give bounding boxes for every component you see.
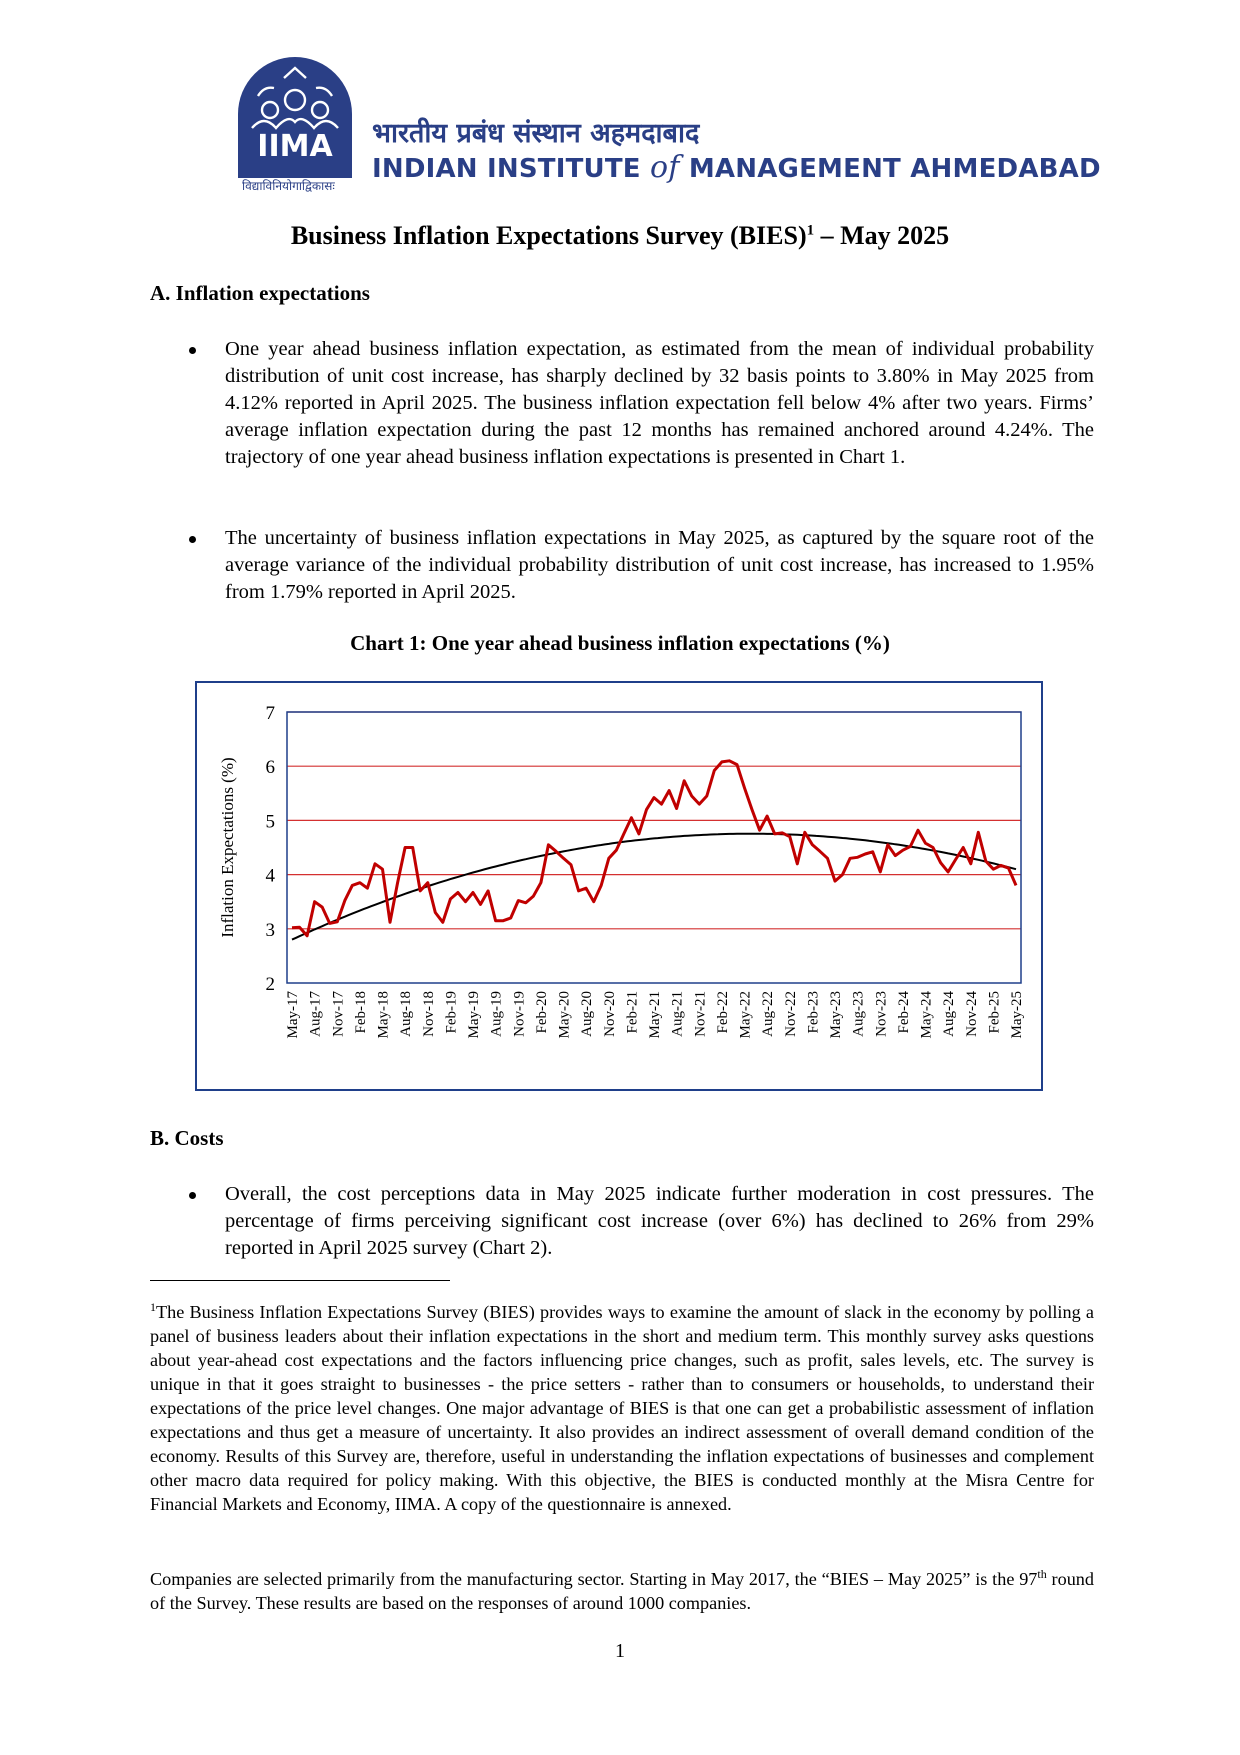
section-a-bullet-1: One year ahead business inflation expectation, as estimated from the mean of individual probability distribution of unit cost increase, has sharply declined by 32 basis points to 3.80% in May 2025 from 4.12% reported in April 2025. The business inflation expectation fell below 4% after two years. Firms’ average inflation expectation during the past 12 months has remained anchored around 4.24%. The trajectory of one year ahead business inflation expectations is presented in Chart 1. [225, 338, 1094, 468]
y-tick-label: 3 [265, 919, 275, 941]
x-tick-label: May-23 [828, 991, 844, 1039]
x-tick-label: May-25 [1009, 991, 1025, 1039]
x-tick-label: Feb-19 [443, 991, 460, 1034]
footnote-2-text-a: Companies are selected primarily from the manufacturing sector. Starting in May 2017, the “BIES – May 2025” is the 97 [150, 1569, 1038, 1590]
x-tick-label: Feb-20 [533, 991, 550, 1034]
institute-name-of: of [650, 150, 680, 185]
footnote-2-text-b: round of the Survey. These results are based on the responses of around 1000 companies. [150, 1569, 1094, 1614]
institute-name-part1: INDIAN INSTITUTE [372, 154, 641, 184]
institute-name-part2: MANAGEMENT AHMEDABAD [688, 154, 1101, 184]
title-text: Business Inflation Expectations Survey (BIES) [290, 221, 807, 250]
x-tick-label: Feb-23 [805, 991, 822, 1034]
footnote-mark: 1 [150, 1300, 156, 1314]
section-a-bullet-2: The uncertainty of business inflation expectations in May 2025, as captured by the square root of the average variance of the individual probability distribution of unit cost increase, has increased to 1.95% from 1.79% reported in April 2025. [225, 527, 1094, 603]
x-tick-label: Nov-19 [511, 991, 528, 1037]
section-a-heading: A. Inflation expectations [150, 281, 370, 305]
section-b-heading: B. Costs [150, 1126, 224, 1150]
x-tick-label: Aug-19 [488, 991, 505, 1037]
y-tick-label: 7 [265, 703, 275, 724]
footnote-rule [150, 1280, 450, 1281]
institute-motto: विद्याविनियोगाद्विकासः [242, 179, 335, 193]
iima-logo-emblem [234, 56, 356, 178]
x-tick-label: Nov-24 [963, 991, 980, 1037]
chart-caption: Chart 1: One year ahead business inflation expectations (%) [350, 631, 890, 655]
footnote-1-text: The Business Inflation Expectations Survey (BIES) provides ways to examine the amount of slack in the economy by polling a panel of business leaders about their inflation expectations in the short and medium term. This monthly survey asks questions about year-ahead cost expectations and the factors influencing price changes, such as profit, sales levels, etc. The survey is unique in that it goes straight to businesses - the price setters - rather than to consumers or households, to understand their expectations of the price level changes. One major advantage of BIES is that one can get a probabilistic assessment of inflation expectations and thus get a measure of uncertainty. It also provides an indirect assessment of overall demand condition of the economy. Results of this Survey are, therefore, useful in understanding the inflation expectations of businesses and complement other macro data required for policy making. With this objective, the BIES is conducted monthly at the Misra Centre for Financial Markets and Economy, IIMA. A copy of the questionnaire is annexed. [150, 1302, 1094, 1515]
x-tick-label: Feb-22 [714, 991, 731, 1034]
x-tick-label: Nov-22 [782, 991, 799, 1037]
x-tick-label: Nov-20 [601, 991, 618, 1037]
x-tick-label: Aug-18 [398, 991, 415, 1037]
section-b-bullet-1: Overall, the cost perceptions data in May 2025 indicate further moderation in cost pressures. The percentage of firms perceiving significant cost increase (over 6%) has declined to 26% from 29% reported in April 2025 survey (Chart 2). [225, 1183, 1094, 1259]
footnote-2-sup: th [1037, 1567, 1047, 1581]
x-tick-label: May-18 [375, 991, 392, 1039]
title-suffix: – May 2025 [814, 221, 950, 250]
x-tick-label: Aug-21 [669, 991, 686, 1037]
y-axis-label: Inflation Expectations (%) [218, 757, 237, 938]
x-tick-label: Feb-21 [624, 991, 641, 1034]
x-tick-label: May-19 [466, 991, 482, 1039]
page-title [0, 221, 1240, 251]
x-tick-label: Feb-25 [986, 991, 1003, 1034]
x-tick-label: Nov-21 [692, 991, 709, 1037]
inflation-series-line [292, 761, 1016, 936]
footnote-1 [150, 1295, 1094, 1516]
x-tick-label: May-22 [737, 991, 754, 1039]
page-number: 1 [615, 1640, 625, 1662]
institute-name-english [372, 150, 1101, 185]
x-tick-label: May-17 [285, 991, 301, 1039]
x-tick-label: Feb-24 [895, 991, 912, 1034]
bullet-dot [189, 1192, 196, 1199]
x-tick-label: May-24 [918, 991, 935, 1039]
chart-frame [195, 681, 1043, 1091]
y-tick-label: 5 [265, 811, 275, 833]
x-tick-label: Nov-18 [420, 991, 437, 1037]
logo-text: IIMA [257, 129, 333, 164]
y-tick-label: 6 [265, 757, 275, 779]
title-footnote-mark: 1 [806, 222, 815, 239]
footnote-2 [150, 1562, 1094, 1615]
x-tick-label: Aug-22 [760, 991, 777, 1037]
y-tick-label: 2 [265, 974, 275, 995]
x-tick-label: Nov-17 [330, 991, 347, 1037]
x-tick-label: Aug-17 [307, 991, 324, 1037]
y-tick-label: 4 [265, 865, 275, 887]
x-tick-label: Aug-24 [941, 991, 958, 1037]
bullet-dot [189, 347, 196, 354]
x-tick-label: Nov-23 [873, 991, 890, 1037]
inflation-chart [197, 683, 1041, 1089]
x-tick-label: Aug-20 [579, 991, 596, 1037]
bullet-dot [189, 536, 196, 543]
x-tick-label: Feb-18 [352, 991, 369, 1034]
institute-name-hindi: भारतीय प्रबंध संस्थान अहमदाबाद [372, 118, 700, 149]
x-tick-label: May-21 [647, 991, 663, 1039]
x-tick-label: May-20 [556, 991, 573, 1039]
x-tick-label: Aug-23 [850, 991, 867, 1037]
